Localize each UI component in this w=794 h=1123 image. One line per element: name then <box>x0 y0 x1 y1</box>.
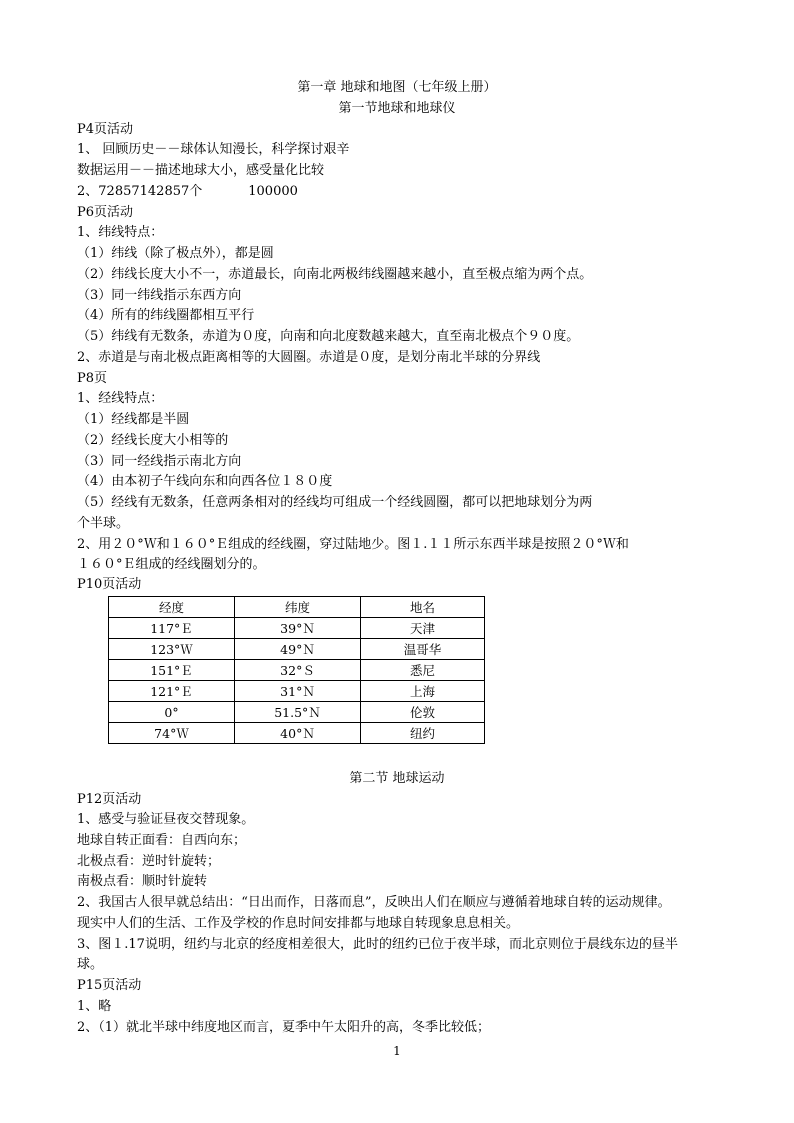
text-line: P12页活动 <box>77 792 142 807</box>
text-line: 数据运用－－描述地球大小，感受量化比较 <box>77 163 325 178</box>
cell-place: 纽约 <box>361 723 485 744</box>
table-row <box>109 723 485 744</box>
column-header-longitude: 经度 <box>109 597 235 618</box>
cell-latitude: 39°Ｎ <box>235 618 361 639</box>
text-line: P10页活动 <box>77 577 142 592</box>
cell-longitude: 121°Ｅ <box>109 681 235 702</box>
text-line: １６０°Ｅ组成的经线圈划分的。 <box>77 557 266 572</box>
text-line: （5）纬线有无数条，赤道为０度，向南和向北度数越来越大，直至南北极点个９０度。 <box>77 329 580 344</box>
text-line: （1）纬线（除了极点外），都是圆 <box>77 246 274 261</box>
text-line: （5）经线有无数条，任意两条相对的经线均可组成一个经线圆圈，都可以把地球划分为两 <box>77 495 593 510</box>
column-header-place: 地名 <box>361 597 485 618</box>
text-line: 1、纬线特点： <box>77 225 164 240</box>
page-number: 1 <box>393 1044 401 1058</box>
text-line: （1）经线都是半圆 <box>77 412 190 427</box>
text-line: （3）同一纬线指示东西方向 <box>77 288 242 303</box>
cell-place: 天津 <box>361 618 485 639</box>
cell-place: 上海 <box>361 681 485 702</box>
cell-longitude: 74°Ｗ <box>109 723 235 744</box>
text-line: 地球自转正面看：自西向东； <box>77 833 247 848</box>
text-line: （4）由本初子午线向东和向西各位１８０度 <box>77 474 333 489</box>
text-line: P4页活动 <box>77 122 134 137</box>
text-line: 2、（1）就北半球中纬度地区而言，夏季中午太阳升的高，冬季比较低； <box>77 1020 491 1035</box>
text-line: （4）所有的纬线圈都相互平行 <box>77 308 255 323</box>
text-line: 2、用２０°Ｗ和１６０°Ｅ组成的经线圈，穿过陆地少。图１.１１所示东西半球是按照２０°Ｗ和 <box>77 537 629 552</box>
text-line: （2）经线长度大小相等的 <box>77 433 229 448</box>
cell-longitude: 117°Ｅ <box>109 618 235 639</box>
table-row <box>109 639 485 660</box>
table-header-row <box>109 597 485 618</box>
text-line: P6页活动 <box>77 205 134 220</box>
cell-latitude: 31°Ｎ <box>235 681 361 702</box>
cell-latitude: 49°Ｎ <box>235 639 361 660</box>
cell-longitude: 0° <box>109 702 235 723</box>
cell-longitude: 123°Ｗ <box>109 639 235 660</box>
cell-place: 悉尼 <box>361 660 485 681</box>
table-row <box>109 618 485 639</box>
text-line: 现实中人们的生活、工作及学校的作息时间安排都与地球自转现象息息相关。 <box>77 916 520 931</box>
table-row <box>109 660 485 681</box>
text-line: 1、感受与验证昼夜交替现象。 <box>77 812 255 827</box>
text-line: 2、我国古人很早就总结出：“日出而作，日落而息”，反映出人们在顺应与遵循着地球自转的运动规律。 <box>77 895 671 910</box>
text-line: P15页活动 <box>77 978 142 993</box>
cell-latitude: 51.5°Ｎ <box>235 702 361 723</box>
text-line: 2、赤道是与南北极点距离相等的大圆圈。赤道是０度，是划分南北半球的分界线 <box>77 350 541 365</box>
chapter-title: 第一章 地球和地图（七年级上册） <box>297 80 497 95</box>
text-line: 3、图１.17说明，纽约与北京的经度相差很大，此时的纽约已位于夜半球，而北京则位于晨线东边的昼半 <box>77 937 678 952</box>
text-line: （3）同一经线指示南北方向 <box>77 454 242 469</box>
table-row <box>109 681 485 702</box>
cell-place: 温哥华 <box>361 639 485 660</box>
text-line: （2）纬线长度大小不一，赤道最长，向南北两极纬线圈越来越小，直至极点缩为两个点。 <box>77 267 593 282</box>
text-line: 北极点看：逆时针旋转； <box>77 854 221 869</box>
cell-place: 伦敦 <box>361 702 485 723</box>
column-header-latitude: 纬度 <box>235 597 361 618</box>
text-line: 南极点看：顺时针旋转 <box>77 874 208 889</box>
text-line: 1、略 <box>77 999 112 1014</box>
text-fragment: 2、72857142857个 <box>77 184 203 199</box>
text-fragment: 100000 <box>248 184 298 199</box>
text-line: 球。 <box>77 957 104 972</box>
text-line: 个半球。 <box>77 516 130 531</box>
text-line: 1、 回顾历史－－球体认知漫长，科学探讨艰辛 <box>77 142 350 157</box>
table-row <box>109 702 485 723</box>
section2-title: 第二节 地球运动 <box>349 771 445 786</box>
cell-latitude: 32°Ｓ <box>235 660 361 681</box>
text-line <box>77 183 298 201</box>
coordinates-table <box>108 596 485 744</box>
cell-latitude: 40°Ｎ <box>235 723 361 744</box>
section1-title: 第一节地球和地球仪 <box>338 101 456 116</box>
text-line: 1、经线特点： <box>77 391 164 406</box>
cell-longitude: 151°Ｅ <box>109 660 235 681</box>
text-line: P8页 <box>77 371 108 386</box>
